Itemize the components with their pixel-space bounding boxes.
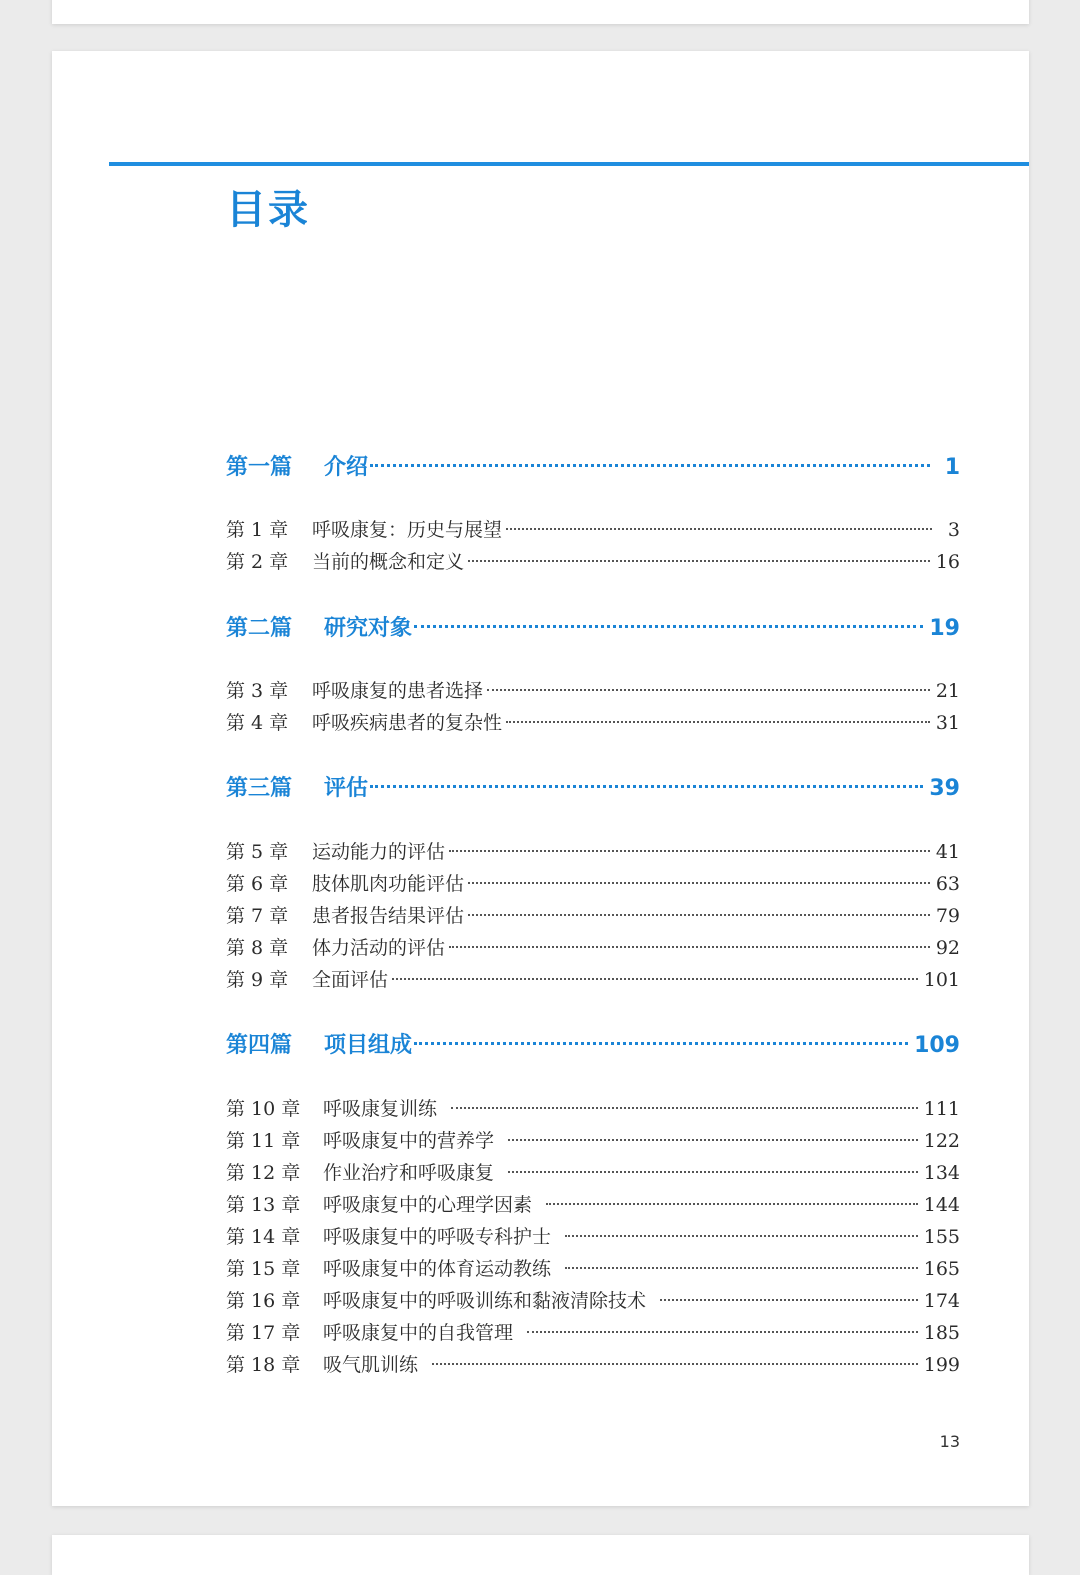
toc-chapter-row[interactable] [226,1126,960,1156]
part-number: 第二篇 [226,616,293,641]
dot-leader [508,1171,918,1173]
part-page: 39 [929,776,960,801]
chapter-number: 第 16 章 [226,1290,301,1312]
toc-title: 目录 [226,187,310,233]
dot-leader [487,689,930,691]
chapter-page: 174 [923,1290,960,1312]
chapter-page: 155 [923,1226,960,1248]
chapter-number: 第 8 章 [226,937,289,959]
toc-chapter-row[interactable] [226,965,960,995]
dot-leader [506,528,932,530]
toc-chapter-row[interactable] [226,837,960,867]
toc-chapter-row[interactable] [226,869,960,899]
dot-leader [565,1267,918,1269]
chapter-number: 第 9 章 [226,969,289,991]
toc-part-row[interactable] [226,1028,960,1062]
dot-leader [546,1203,918,1205]
dot-leader [565,1235,918,1237]
dot-leader [449,850,930,852]
toc-chapter-row[interactable] [226,708,960,738]
chapter-number: 第 2 章 [226,551,289,573]
chapter-number: 第 15 章 [226,1258,301,1280]
chapter-title: 呼吸疾病患者的复杂性 [312,712,503,734]
chapter-title: 作业治疗和呼吸康复 [323,1162,495,1184]
chapter-title: 呼吸康复中的呼吸训练和黏液清除技术 [323,1290,647,1312]
toc-chapter-row[interactable] [226,1350,960,1380]
dot-leader [508,1139,918,1141]
chapter-number: 第 12 章 [226,1162,301,1184]
part-number: 第三篇 [226,776,293,801]
chapter-number: 第 13 章 [226,1194,301,1216]
chapter-title: 呼吸康复中的体育运动教练 [323,1258,552,1280]
toc-chapter-row[interactable] [226,933,960,963]
chapter-title: 呼吸康复中的自我管理 [323,1322,514,1344]
chapter-page: 79 [935,905,960,927]
chapter-number: 第 6 章 [226,873,289,895]
toc-chapter-row[interactable] [226,901,960,931]
toc-chapter-row[interactable] [226,1158,960,1188]
chapter-number: 第 10 章 [226,1098,301,1120]
toc-chapter-row[interactable] [226,1222,960,1252]
chapter-title: 患者报告结果评估 [312,905,465,927]
next-page-sheet [52,1535,1029,1575]
part-page: 109 [914,1033,960,1058]
toc-part-row[interactable] [226,771,960,805]
chapter-title: 呼吸康复：历史与展望 [312,519,503,541]
part-title: 研究对象 [324,616,413,641]
part-number: 第四篇 [226,1033,293,1058]
chapter-page: 199 [923,1354,960,1376]
page-number: 13 [939,1432,960,1451]
part-title: 介绍 [324,455,369,480]
chapter-number: 第 4 章 [226,712,289,734]
chapter-number: 第 18 章 [226,1354,301,1376]
chapter-title: 呼吸康复训练 [323,1098,438,1120]
chapter-page: 63 [935,873,960,895]
dot-leader [370,785,923,788]
dot-leader [392,978,918,980]
chapter-page: 16 [935,551,960,573]
chapter-number: 第 7 章 [226,905,289,927]
chapter-page: 3 [947,519,960,541]
chapter-title: 呼吸康复中的呼吸专科护士 [323,1226,552,1248]
chapter-page: 144 [923,1194,960,1216]
chapter-title: 吸气肌训练 [323,1354,419,1376]
chapter-title: 全面评估 [312,969,389,991]
toc-chapter-row[interactable] [226,1254,960,1284]
chapter-number: 第 3 章 [226,680,289,702]
chapter-number: 第 14 章 [226,1226,301,1248]
dot-leader [468,914,930,916]
dot-leader [660,1299,918,1301]
part-page: 1 [944,455,960,480]
document-page [52,51,1029,1506]
toc-chapter-row[interactable] [226,1286,960,1316]
chapter-title: 呼吸康复中的心理学因素 [323,1194,533,1216]
header-rule [109,162,1029,166]
toc-chapter-row[interactable] [226,1094,960,1124]
chapter-title: 运动能力的评估 [312,841,446,863]
toc-chapter-row[interactable] [226,676,960,706]
chapter-page: 31 [935,712,960,734]
toc-part-row[interactable] [226,611,960,645]
part-number: 第一篇 [226,455,293,480]
dot-leader [370,464,930,467]
chapter-title: 呼吸康复的患者选择 [312,680,484,702]
chapter-page: 122 [923,1130,960,1152]
dot-leader [527,1331,918,1333]
chapter-page: 101 [923,969,960,991]
toc-chapter-row[interactable] [226,1190,960,1220]
chapter-page: 185 [923,1322,960,1344]
chapter-title: 肢体肌肉功能评估 [312,873,465,895]
chapter-number: 第 11 章 [226,1130,301,1152]
chapter-page: 21 [935,680,960,702]
dot-leader [414,1042,908,1045]
part-page: 19 [929,616,960,641]
chapter-title: 体力活动的评估 [312,937,446,959]
dot-leader [414,625,923,628]
toc-chapter-row[interactable] [226,515,960,545]
chapter-number: 第 5 章 [226,841,289,863]
chapter-page: 134 [923,1162,960,1184]
chapter-title: 当前的概念和定义 [312,551,465,573]
dot-leader [449,946,930,948]
dot-leader [506,721,930,723]
dot-leader [468,560,930,562]
toc-part-row[interactable] [226,450,960,484]
chapter-number: 第 1 章 [226,519,289,541]
chapter-number: 第 17 章 [226,1322,301,1344]
part-title: 项目组成 [324,1033,413,1058]
chapter-title: 呼吸康复中的营养学 [323,1130,495,1152]
chapter-page: 41 [935,841,960,863]
chapter-page: 165 [923,1258,960,1280]
previous-page-sheet [52,0,1029,24]
dot-leader [451,1107,918,1109]
toc-chapter-row[interactable] [226,547,960,577]
toc-chapter-row[interactable] [226,1318,960,1348]
part-title: 评估 [324,776,369,801]
dot-leader [468,882,930,884]
chapter-page: 111 [923,1098,960,1120]
chapter-page: 92 [935,937,960,959]
dot-leader [432,1363,918,1365]
